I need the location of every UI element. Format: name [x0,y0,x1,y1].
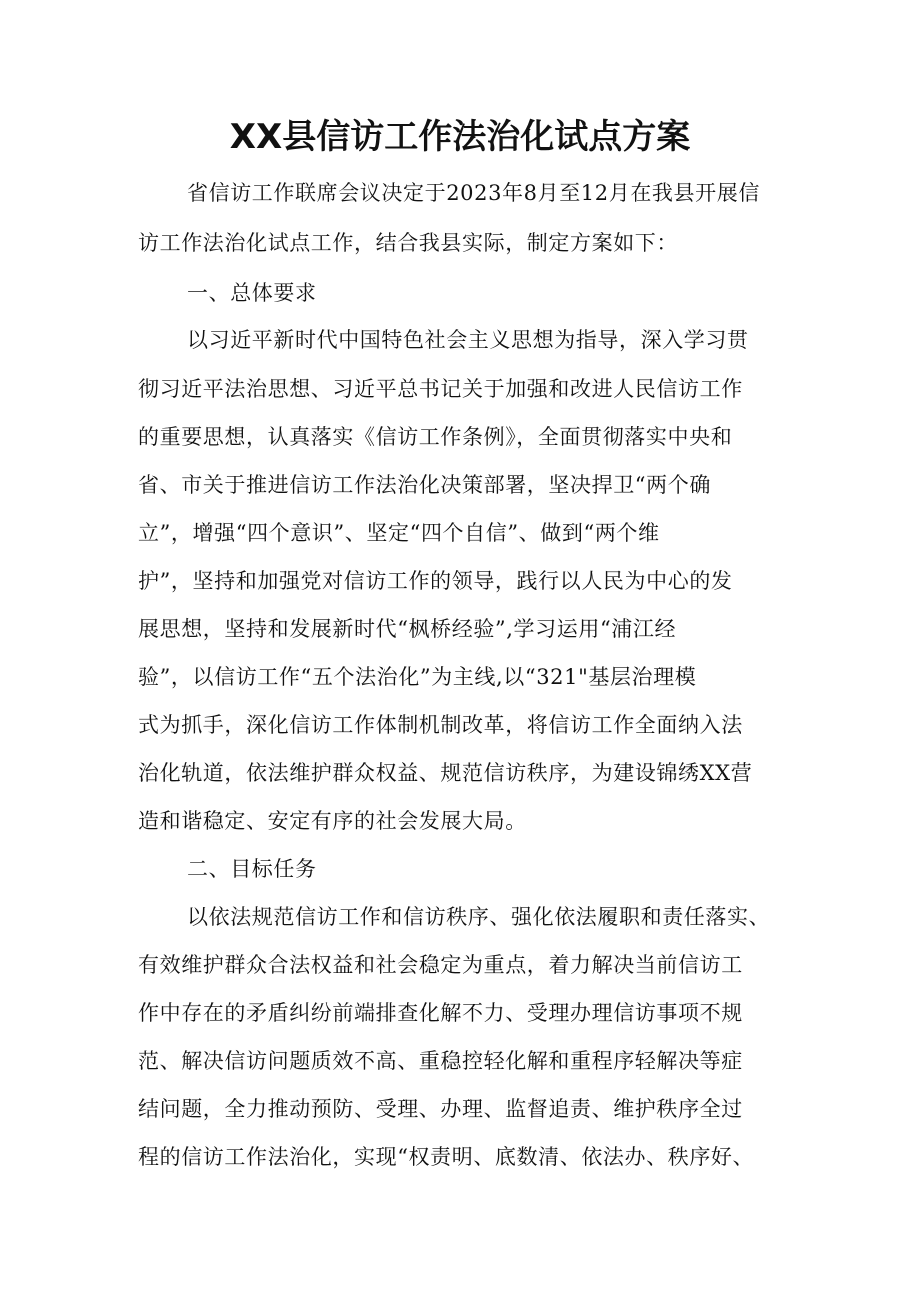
body-line: 访工作法治化试点工作，结合我县实际，制定方案如下： [138,231,678,255]
body-line: 省信访工作联席会议决定于2023年8月至12月在我县开展信 [187,181,760,205]
body-line: 范、解决信访问题质效不高、重稳控轻化解和重程序轻解决等症 [138,1049,743,1073]
body-line: 治化轨道，依法维护群众权益、规范信访秩序，为建设锦绣XX营 [138,761,753,785]
body-line: 验”，以信访工作“五个法治化”为主线,以“321"基层治理模 [138,665,697,689]
body-line: 省、市关于推进信访工作法治化决策部署，坚决捍卫“两个确 [138,473,711,497]
body-line: 结问题，全力推动预防、受理、办理、监督追责、维护秩序全过 [138,1097,743,1121]
document-title: XX县信访工作法治化试点方案 [229,117,691,157]
body-line: 作中存在的矛盾纠纷前端排查化解不力、受理办理信访事项不规 [138,1001,743,1025]
body-line: 展思想，坚持和发展新时代“枫桥经验”,学习运用“浦江经 [138,617,677,641]
body-line: 的重要思想，认真落实《信访工作条例》，全面贯彻落实中央和 [138,425,733,449]
body-line: 造和谐稳定、安定有序的社会发展大局。 [138,809,527,833]
body-line: 以习近平新时代中国特色社会主义思想为指导，深入学习贯 [187,328,749,352]
body-line: 程的信访工作法治化，实现“权责明、底数清、依法办、秩序好、 [138,1145,755,1169]
body-line: 彻习近平法治思想、习近平总书记关于加强和改进人民信访工作 [138,377,743,401]
body-line: 护”，坚持和加强党对信访工作的领导，践行以人民为中心的发 [138,569,733,593]
section-heading: 一、总体要求 [187,281,317,305]
section-heading: 二、目标任务 [187,857,317,881]
body-line: 式为抓手，深化信访工作体制机制改革，将信访工作全面纳入法 [138,713,743,737]
body-line: 有效维护群众合法权益和社会稳定为重点，着力解决当前信访工 [138,953,743,977]
body-line: 立”，增强“四个意识”、坚定“四个自信”、做到“两个维 [138,521,660,545]
body-line: 以依法规范信访工作和信访秩序、强化依法履职和责任落实、 [187,905,771,929]
